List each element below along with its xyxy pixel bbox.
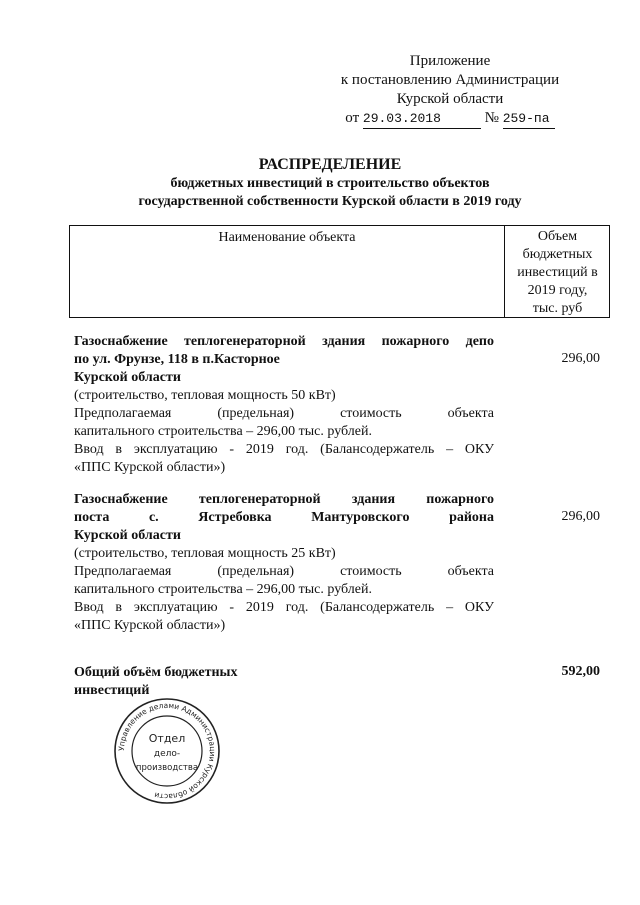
decree-number: 259-па [503, 109, 555, 129]
total-amount: 592,00 [561, 664, 600, 679]
amount-header-line: бюджетных [522, 247, 593, 262]
appendix-line-2: к постановлению Администрации [340, 72, 560, 88]
object-title-line: Газоснабжение теплогенераторной здания пожарного депо [74, 334, 494, 349]
object-detail-line: Предполагаемая (предельная) стоимость объекта [74, 564, 494, 579]
amount-header-line: Объем [537, 229, 578, 244]
number-prefix: № [484, 110, 499, 126]
object-detail-line: Ввод в эксплуатацию - 2019 год. (Балансодержатель – ОКУ [74, 442, 494, 457]
object-detail-line: «ППС Курской области») [74, 618, 226, 633]
appendix-line-3: Курской области [396, 91, 504, 107]
seal-stamp [112, 696, 222, 806]
title-main: РАСПРЕДЕЛЕНИЕ [258, 156, 402, 173]
object-title-line: Курской области [74, 528, 181, 543]
object-title-line: Газоснабжение теплогенераторной здания пожарного [74, 492, 494, 507]
seal-center-line-1: Отдел [148, 732, 186, 745]
object-detail-line: (строительство, тепловая мощность 25 кВт) [74, 546, 336, 561]
appendix-date-line [330, 109, 570, 129]
amount-header-line: тыс. руб [532, 301, 583, 316]
amount-header-line: 2019 году, [527, 283, 588, 298]
total-label [74, 664, 274, 700]
object-detail-line: «ППС Курской области») [74, 460, 226, 475]
total-label-line: инвестиций [74, 683, 150, 698]
object-title-line: Курской области [74, 370, 181, 385]
title-sub-1: бюджетных инвестиций в строительство объектов [170, 176, 490, 191]
object-title-line: по ул. Фрунзе, 118 в п.Касторное [74, 352, 280, 367]
title-sub-2: государственной собственности Курской области в 2019 году [138, 194, 522, 209]
object-detail-line: капитального строительства – 296,00 тыс. рублей. [74, 424, 372, 439]
object-item [74, 333, 494, 477]
object-item [74, 491, 494, 635]
date-prefix: от [345, 110, 360, 126]
object-detail-line: Ввод в эксплуатацию - 2019 год. (Балансодержатель – ОКУ [74, 600, 494, 615]
object-amount: 296,00 [561, 351, 600, 366]
seal-center-line-2: дело- [153, 749, 181, 759]
document-title [80, 155, 580, 211]
object-detail-line: капитального строительства – 296,00 тыс. рублей. [74, 582, 372, 597]
object-detail-line: (строительство, тепловая мощность 50 кВт) [74, 388, 336, 403]
object-amount: 296,00 [561, 509, 600, 524]
amount-header-line: инвестиций в [517, 265, 598, 280]
total-label-line: Общий объём бюджетных [74, 665, 238, 680]
table-header [69, 225, 610, 318]
decree-date: 29.03.2018 [363, 109, 481, 129]
object-detail-line: Предполагаемая (предельная) стоимость объекта [74, 406, 494, 421]
object-title-line: поста с. Ястребовка Мантуровского района [74, 510, 494, 525]
column-header-name: Наименование объекта [70, 226, 505, 317]
seal-center-line-3: производства [135, 763, 199, 773]
column-header-amount [506, 226, 609, 317]
appendix-block [330, 52, 570, 129]
appendix-line-1: Приложение [409, 53, 491, 69]
seal-ring-text: Управление делами Администрации Курской области [116, 700, 218, 802]
